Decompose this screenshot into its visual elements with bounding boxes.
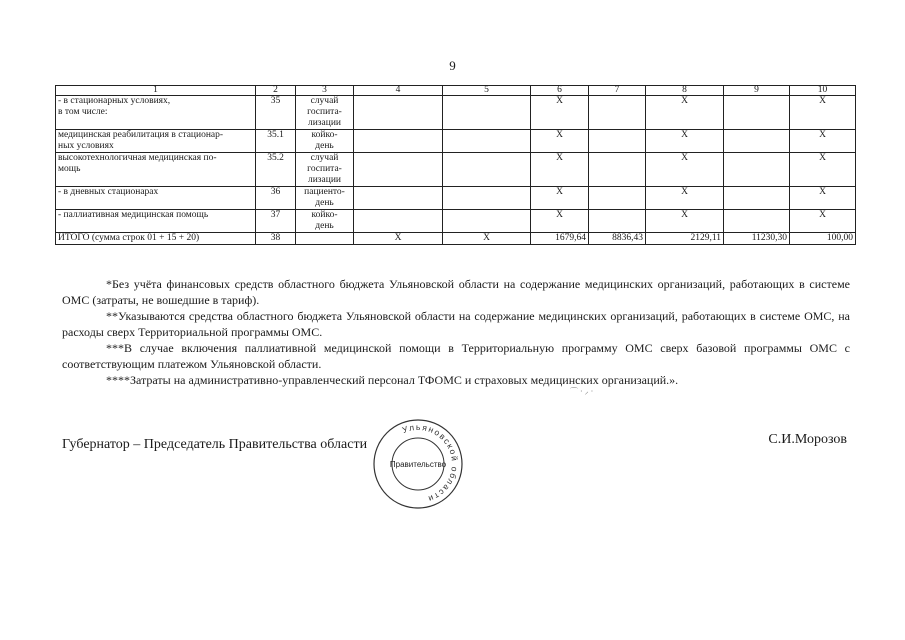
row-code: 37 <box>256 210 296 233</box>
cell-col7 <box>589 96 646 130</box>
cell-col8: Х <box>646 96 724 130</box>
signature-name: С.И.Морозов <box>768 432 847 447</box>
cell-col9 <box>724 210 790 233</box>
page-number: 9 <box>449 58 456 73</box>
footnotes <box>62 276 850 388</box>
row-unit: случай госпита- лизации <box>296 96 354 130</box>
cell-col7: 8836,43 <box>589 233 646 245</box>
seal-ring-text: Ульяновской области <box>400 421 461 505</box>
column-number: 1 <box>56 86 256 96</box>
cell-col5 <box>443 153 531 187</box>
cell-col6: Х <box>531 153 589 187</box>
cell-col6: Х <box>531 210 589 233</box>
cell-col6: Х <box>531 96 589 130</box>
column-number: 4 <box>354 86 443 96</box>
row-name: ИТОГО (сумма строк 01 + 15 + 20) <box>56 233 256 245</box>
cell-col8: Х <box>646 153 724 187</box>
cell-col10: Х <box>790 153 856 187</box>
row-unit <box>296 233 354 245</box>
handwritten-mark: ⌒·⸝· <box>570 387 596 396</box>
row-name: - в дневных стационарах <box>56 187 256 210</box>
cell-col9 <box>724 153 790 187</box>
row-unit: случай госпита- лизации <box>296 153 354 187</box>
cell-col6: Х <box>531 130 589 153</box>
row-code: 36 <box>256 187 296 210</box>
seal-center-text: Правительство <box>389 460 447 469</box>
table-row <box>56 96 856 130</box>
row-code: 35 <box>256 96 296 130</box>
column-number: 5 <box>443 86 531 96</box>
cell-col4 <box>354 96 443 130</box>
cell-col8: Х <box>646 130 724 153</box>
table-row <box>56 153 856 187</box>
cell-col7 <box>589 153 646 187</box>
row-unit: пациенто- день <box>296 187 354 210</box>
cell-col9: 11230,30 <box>724 233 790 245</box>
cell-col6: Х <box>531 187 589 210</box>
cell-col5 <box>443 187 531 210</box>
column-number: 7 <box>589 86 646 96</box>
cell-col8: Х <box>646 187 724 210</box>
row-name: - в стационарных условиях, в том числе: <box>56 96 256 130</box>
cell-col10: Х <box>790 187 856 210</box>
row-name: - паллиативная медицинская помощь <box>56 210 256 233</box>
row-code: 35.2 <box>256 153 296 187</box>
cell-col5 <box>443 96 531 130</box>
official-seal <box>372 418 464 510</box>
cell-col4: Х <box>354 233 443 245</box>
cell-col9 <box>724 187 790 210</box>
column-number: 9 <box>724 86 790 96</box>
row-code: 35.1 <box>256 130 296 153</box>
total-row <box>56 233 856 245</box>
cell-col10: 100,00 <box>790 233 856 245</box>
row-unit: койко- день <box>296 210 354 233</box>
expenditure-table <box>55 85 856 245</box>
cell-col4 <box>354 187 443 210</box>
cell-col6: 1679,64 <box>531 233 589 245</box>
cell-col9 <box>724 96 790 130</box>
cell-col8: Х <box>646 210 724 233</box>
row-name: медицинская реабилитация в стационар- ных условиях <box>56 130 256 153</box>
footnote-4: ****Затраты на административно-управленческий персонал ТФОМС и страховых медицинских организаций.». <box>106 373 679 387</box>
cell-col8: 2129,11 <box>646 233 724 245</box>
table-row <box>56 210 856 233</box>
cell-col10: Х <box>790 130 856 153</box>
cell-col7 <box>589 130 646 153</box>
cell-col4 <box>354 130 443 153</box>
column-number: 10 <box>790 86 856 96</box>
table-row <box>56 187 856 210</box>
cell-col7 <box>589 187 646 210</box>
row-unit: койко- день <box>296 130 354 153</box>
cell-col9 <box>724 130 790 153</box>
cell-col5 <box>443 210 531 233</box>
column-number-row <box>56 86 856 96</box>
column-number: 2 <box>256 86 296 96</box>
table-row <box>56 130 856 153</box>
cell-col4 <box>354 153 443 187</box>
cell-col10: Х <box>790 210 856 233</box>
row-code: 38 <box>256 233 296 245</box>
cell-col10: Х <box>790 96 856 130</box>
row-name: высокотехнологичная медицинская по- мощь <box>56 153 256 187</box>
column-number: 6 <box>531 86 589 96</box>
cell-col5 <box>443 130 531 153</box>
cell-col4 <box>354 210 443 233</box>
cell-col5: Х <box>443 233 531 245</box>
signature-title: Губернатор – Председатель Правительства области <box>62 437 368 452</box>
cell-col7 <box>589 210 646 233</box>
footnote-3: ***В случае включения паллиативной медицинской помощи в Территориальную программу ОМС сверх базовой программы ОМС с соответствующим платежом Ульяновской области. <box>62 341 850 371</box>
column-number: 8 <box>646 86 724 96</box>
footnote-1: *Без учёта финансовых средств областного бюджета Ульяновской области на содержание медицинских организаций, работающих в системе ОМС (затраты, не вошедшие в тариф). <box>62 277 850 307</box>
column-number: 3 <box>296 86 354 96</box>
footnote-2: **Указываются средства областного бюджета Ульяновской области на содержание медицинских организаций, работающих в системе ОМС, на расходы сверх Территориальной программы ОМС. <box>62 309 850 339</box>
